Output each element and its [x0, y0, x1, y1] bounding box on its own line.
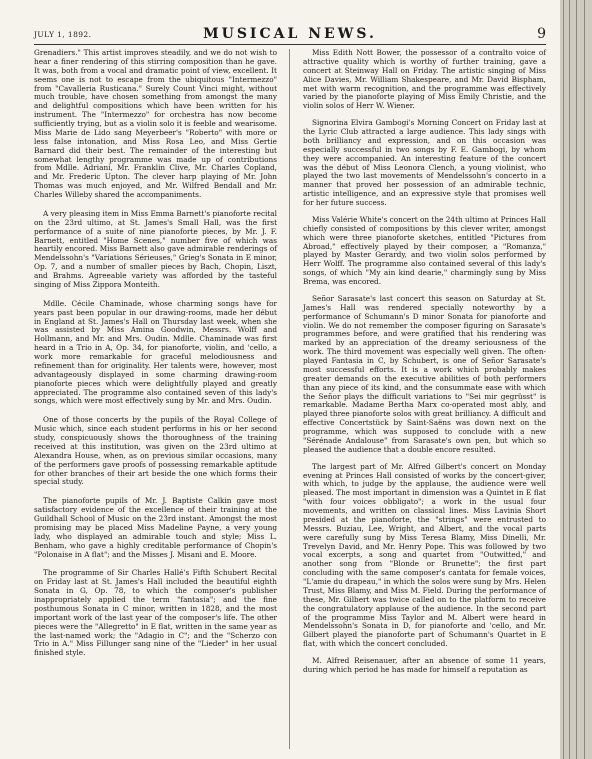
masthead-title: MUSICAL NEWS.	[203, 26, 377, 42]
column-divider	[289, 49, 290, 749]
issue-date: JULY 1, 1892.	[34, 30, 92, 39]
left-column	[34, 49, 277, 658]
article-paragraph: Mdlle. Cécile Chaminade, whose charming songs have for years past been popular in our drawing-rooms, made her début in England at St. James's Hall on Thursday last week, when she was assisted by Miss Amina Goodwin, Messrs. Wolff and Hollmann, and Mr. and Mrs. Oudin. Mdlle. Chaminade was first heard in a Trio in A, Op. 34, for pianoforte, violin, and 'cello, a work more remarkable for graceful melodiousness and refinement than for originality. Her talents were, however, most advantageously displayed in some charming drawing-room pianoforte pieces which were delightfully played and greatly appreciated. The programme also contained seven of this lady's songs, which were most effectively sung by Mr. and Mrs. Oudin.	[34, 298, 277, 406]
page-header	[34, 26, 546, 44]
article-paragraph: One of those concerts by the pupils of the Royal College of Music which, since each student performs in his or her second study, conspicuously shows the thoroughness of the training received at this institution, was given on the 23rd ultimo at Alexandra House, when, as on previous similar occasions, many of the performers gave proofs of possessing remarkable aptitude for other branches of their art beside the one which forms their special study.	[34, 415, 277, 487]
book-page-edge	[560, 0, 592, 759]
article-paragraph: M. Alfred Reisenauer, after an absence of some 11 years, during which period he has made for himself a reputation as	[303, 656, 546, 674]
header-rule	[34, 44, 546, 45]
article-paragraph: Miss Valérie White's concert on the 24th ultimo at Princes Hall chiefly consisted of compositions by this clever writer, amongst which were three pianoforte sketches, entitled "Pictures from Abroad," effectively played by their composer, a "Romanza," played by Master Gerardy, and two violin solos performed by Herr Wolff. The programme also contained several of this lady's songs, of which "My ain kind dearie," charmingly sung by Miss Brema, was encored.	[303, 214, 546, 286]
article-paragraph: The programme of Sir Charles Hallé's Fifth Schubert Recital on Friday last at St. James's Hall included the beautiful eighth Sonata in G, Op. 78, to which the composer's publisher inappropriately applied the term "fantasia"; and the fine posthumous Sonata in C minor, written in 1828, and the most important work of the last year of the composer's life. The other pieces were the "Allegretto" in E flat, written in the same year as the last-named work; the "Adagio in C"; and the "Scherzo con Trio in A." Miss Fillunger sang nine of the "Lieder" in her usual finished style.	[34, 568, 277, 658]
article-paragraph: The largest part of Mr. Alfred Gilbert's concert on Monday evening at Princes Hall consisted of works by the concert-giver, with which, to judge by the applause, the audience were well pleased. The most important in dimension was a Quintet in E flat "with four voices obbligato"; a work in the usual four movements, and written on classical lines. Miss Lavinia Short presided at the pianoforte, the "strings" were entrusted to Messrs. Buziau, Lee, Wright, and Albert, and the vocal parts were carefully sung by Miss Teresa Blamy, Miss Dinelli, Mr. Trevelyn David, and Mr. Henry Pope. This was followed by two vocal excerpts, a song and quartet from "Outwitted," and another song from "Blonde or Brunette"; the first part concluding with the same composer's cantata for female voices, "L'amie du drapeau," in which the solos were sung by Mrs. Helen Trust, Miss Blamy, and Miss M. Field. During the performance of these, Mr. Gilbert was twice called on to the platform to receive the congratulatory applause of the audience. In the second part of the programme Miss Taylor and M. Albert were heard in Mendelssohn's Sonata in D, for pianoforte and 'cello, and Mr. Gilbert played the pianoforte part of Schumann's Quartet in E flat, with which the concert concluded.	[303, 461, 546, 649]
article-paragraph: Grenadiers." This artist improves steadily, and we do not wish to hear a finer rendering of this stirring composition than he gave. It was, both from a vocal and dramatic point of view, excellent. It seems one is not to escape from the ubiquitous "Intermezzo" from "Cavalleria Rusticana." Surely Count Vinci might, without much trouble, have chosen something from amongst the many and delightful compositions which have been written for his instrument. The "Intermezzo" for orchestra has now become sufficiently trying, but as a violin solo it is feeble and wearisome. Miss Marie de Lido sang Meyerbeer's "Roberto" with more or less false intonation, and Miss Rosa Leo, and Miss Gertie Barnard did their best. The remainder of the interesting but somewhat lengthy programme was made up of contributions from Mdlle. Adriani, Mr. Franklin Clive, Mr. Charles Copland, and Mr. Frederic Upton. The clever harp playing of Mr. John Thomas was much enjoyed, and Mr. Wilfred Bendall and Mr. Charles Willeby shared the accompaniments.	[34, 48, 277, 199]
right-column	[303, 49, 546, 675]
page-number: 9	[537, 26, 546, 42]
article-paragraph: Signorina Elvira Gambogi's Morning Concert on Friday last at the Lyric Club attracted a large audience. This lady sings with both brilliancy and expression, and on this occasion was especially successful in two songs by F. E. Gambogi, by whom they were accompanied. An interesting feature of the concert was the début of Miss Leonora Clench, a young violinist, who played the two last movements of Mendelssohn's concerto in a manner that proved her possession of an admirable technic, artistic intelligence, and an expressive style that promises well for her future success.	[303, 118, 546, 207]
article-paragraph: Señor Sarasate's last concert this season on Saturday at St. James's Hall was rendered specially noteworthy by a performance of Schumann's D minor Sonata for pianoforte and violin. We do not remember the composer figuring on Sarasate's programmes before, and were gratified that his rendering was marked by an appreciation of the dreamy seriousness of the work. The third movement was especially well given. The often-played Fantasia in C, by Schubert, is one of Señor Sarasate's most successful efforts. It is a work which probably makes greater demands on the executive abilities of both performers than any piece of its kind, and the consummate ease with which the Señor plays the difficult variations to "Sei mir gegrüsst" is remarkable. Madame Bertha Marx co-operated most ably, and played three pianoforte solos with great brilliancy. A difficult and effective Concertstück by Saint-Saëns was down next on the programme, which was supposed to conclude with a new "Sérénade Andalouse" from Sarasate's own pen, but which so pleased the audience that a double encore resulted.	[303, 293, 546, 454]
article-paragraph: Miss Edith Nott Bower, the possessor of a contralto voice of attractive quality which is worthy of further training, gave a concert at Steinway Hall on Friday. The artistic singing of Miss Alice Davies, Mr. William Shakespeare, and Mr. David Bispham, met with warm recognition, and the programme was effectively varied by the pianoforte playing of Miss Emily Christie, and the violin solos of Herr W. Wiener.	[303, 48, 546, 111]
article-paragraph: The pianoforte pupils of Mr. J. Baptiste Calkin gave most satisfactory evidence of the excellence of their training at the Guildhall School of Music on the 23rd instant. Amongst the most promising may be placed Miss Madeline Payne, a very young lady, who displayed an admirable touch and style; Miss L. Benham, who gave a highly creditable performance of Chopin's "Polonaise in A flat"; and the Misses J. Misani and E. Moore.	[34, 496, 277, 559]
article-paragraph: A very pleasing item in Miss Emma Barnett's pianoforte recital on the 23rd ultimo, at St. James's Small Hall, was the first performance of a suite of nine pianoforte pieces, by Mr. J. F. Barnett, entitled "Home Scenes," number five of which was heartily encored. Miss Barnett also gave admirable renderings of Mendelssohn's "Variations Sérieuses," Grieg's Sonata in E minor, Op. 7, and a number of smaller pieces by Bach, Chopin, Liszt, and Brahms. Agreeable variety was afforded by the tasteful singing of Miss Zippora Monteith.	[34, 208, 277, 289]
